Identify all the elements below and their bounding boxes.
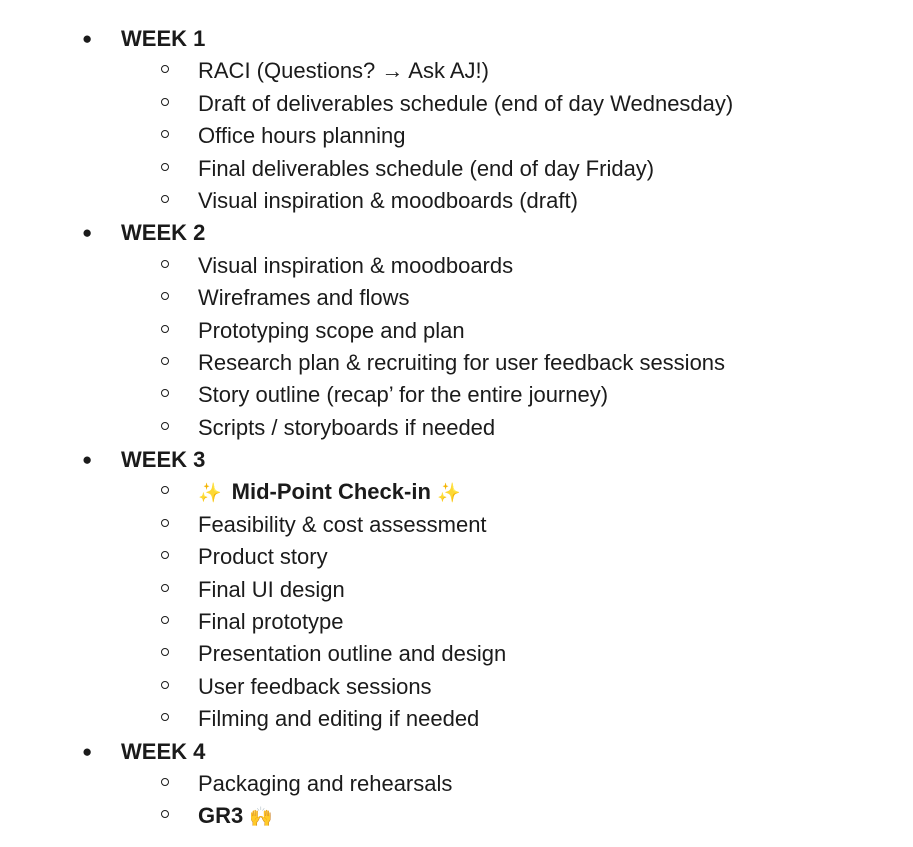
week-title: WEEK 4 [121,738,206,764]
list-item-text: Visual inspiration & moodboards (draft) [198,187,578,213]
list-item [0,153,913,185]
list-item [0,638,913,670]
week-heading [0,23,913,55]
list-item [0,185,913,217]
list-item-text: Prototyping scope and plan [198,317,465,343]
list-item [0,541,913,573]
list-item [0,88,913,120]
week-title: WEEK 3 [121,447,206,473]
hollow-bullet-icon [161,195,169,203]
list-item [0,574,913,606]
hollow-bullet-icon [161,292,169,300]
list-item [0,606,913,638]
week-title: WEEK 2 [121,220,206,246]
week-heading [0,736,913,768]
final-milestone-text [198,800,273,833]
hollow-bullet-icon [161,325,169,333]
hollow-bullet-icon [161,519,169,527]
hollow-bullet-icon [161,357,169,365]
hollow-bullet-icon [161,422,169,430]
list-item [0,250,913,282]
list-item-text: Product story [198,544,328,570]
hollow-bullet-icon [161,163,169,171]
milestone-item [0,476,913,508]
list-item-text: RACI (Questions? → Ask AJ!) [198,58,489,84]
list-item [0,768,913,800]
list-item-text: Presentation outline and design [198,641,507,667]
sparkles-icon: ✨ [198,482,222,505]
hollow-bullet-icon [161,810,169,818]
hollow-bullet-icon [161,98,169,106]
filled-bullet-icon: ● [82,29,93,48]
hollow-bullet-icon [161,389,169,397]
hollow-bullet-icon [161,681,169,689]
list-item [0,671,913,703]
hollow-bullet-icon [161,616,169,624]
hollow-bullet-icon [161,65,169,73]
list-item [0,315,913,347]
filled-bullet-icon: ● [82,450,93,470]
list-item [0,379,913,411]
list-item-text: Draft of deliverables schedule (end of day Wednesday) [198,90,734,116]
week-heading [0,444,913,476]
final-milestone-label: GR3 [198,803,244,829]
list-item-text: Story outline (recap’ for the entire journey) [198,382,609,408]
list-item [0,55,913,87]
raising-hands-icon: 🙌 [249,806,274,829]
document-body [0,23,913,833]
list-item [0,412,913,444]
list-item [0,282,913,314]
milestone-label: Mid-Point Check-in [231,479,431,505]
hollow-bullet-icon [161,648,169,656]
list-item-text: Wireframes and flows [198,285,410,311]
list-item-text: Filming and editing if needed [198,706,480,732]
hollow-bullet-icon [161,584,169,592]
list-item-text: Scripts / storyboards if needed [198,414,496,440]
list-item-text: Packaging and rehearsals [198,770,453,796]
list-item-text: Final UI design [198,576,345,602]
list-item-text: Research plan & recruiting for user feedback sessions [198,349,726,375]
list-item-text: Feasibility & cost assessment [198,511,487,537]
list-item [0,509,913,541]
list-item-text: Office hours planning [198,123,406,149]
hollow-bullet-icon [161,551,169,559]
filled-bullet-icon: ● [82,223,93,243]
final-milestone-item [0,800,913,832]
sparkles-icon: ✨ [437,482,461,505]
week-title: WEEK 1 [121,26,206,51]
hollow-bullet-icon [161,778,169,786]
hollow-bullet-icon [161,130,169,138]
hollow-bullet-icon [161,713,169,721]
milestone-text [198,476,461,509]
list-item [0,347,913,379]
list-item [0,120,913,152]
list-item-text: Final deliverables schedule (end of day Friday) [198,155,655,181]
week-heading [0,217,913,249]
hollow-bullet-icon [161,486,169,494]
hollow-bullet-icon [161,260,169,268]
filled-bullet-icon: ● [82,741,93,761]
list-item-text: Final prototype [198,609,344,635]
list-item [0,703,913,735]
list-item-text: User feedback sessions [198,673,432,699]
list-item-text: Visual inspiration & moodboards [198,252,514,278]
